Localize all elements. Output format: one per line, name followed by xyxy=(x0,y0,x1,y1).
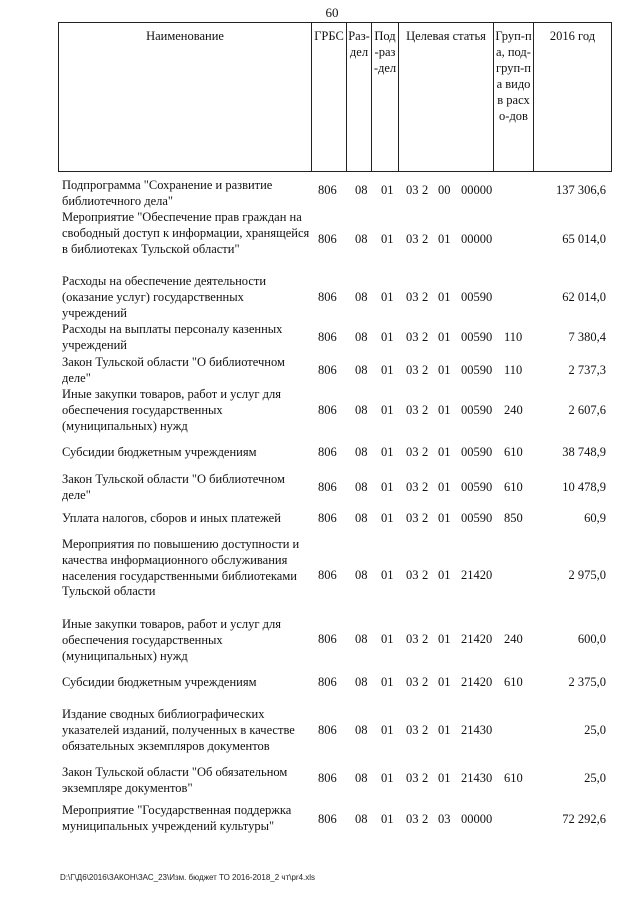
row-name: Подпрограмма "Сохранение и развитие библиотечного дела" xyxy=(62,178,273,208)
row-target-program: 03 xyxy=(406,330,419,344)
row-razdel: 08 xyxy=(355,675,368,689)
row-podrazdel: 01 xyxy=(381,403,394,417)
row-name: Субсидии бюджетным учреждениям xyxy=(62,445,257,459)
row-target-program: 03 xyxy=(406,445,419,459)
row-target-event: 01 xyxy=(438,363,451,377)
row-target-program: 03 xyxy=(406,403,419,417)
row-amount: 60,9 xyxy=(584,511,606,525)
row-target-subprogram: 2 xyxy=(422,723,429,737)
row-name: Мероприятия по повышению доступности и качества информационного обслуживания населения государственными библиотеками Тульской области xyxy=(62,537,300,599)
header-razdel: Раз-дел xyxy=(347,23,372,171)
row-target-program: 03 xyxy=(406,363,419,377)
row-name: Закон Тульской области "О библиотечном деле" xyxy=(62,472,285,502)
row-podrazdel: 01 xyxy=(381,330,394,344)
row-target-event: 01 xyxy=(438,290,451,304)
row-podrazdel: 01 xyxy=(381,511,394,525)
row-target-direction: 00590 xyxy=(461,330,493,344)
row-grbs: 806 xyxy=(318,183,337,197)
row-target-event: 01 xyxy=(438,232,451,246)
row-target-event: 01 xyxy=(438,480,451,494)
row-name: Уплата налогов, сборов и иных платежей xyxy=(62,511,281,525)
row-razdel: 08 xyxy=(355,330,368,344)
row-vid: 240 xyxy=(504,403,523,417)
row-target-program: 03 xyxy=(406,568,419,582)
row-amount: 137 306,6 xyxy=(556,183,606,197)
row-name: Закон Тульской области "О библиотечном деле" xyxy=(62,355,285,385)
row-grbs: 806 xyxy=(318,568,337,582)
row-grbs: 806 xyxy=(318,480,337,494)
row-vid: 110 xyxy=(504,330,523,344)
row-name: Расходы на обеспечение деятельности (оказание услуг) государственных учреждений xyxy=(62,274,267,320)
row-target-direction: 00000 xyxy=(461,232,493,246)
file-path-footer: D:\Г\Д6\2016\ЗАКОН\ЗАС_23\Изм. бюджет ТО 2016-2018_2 чт\pr4.xls xyxy=(60,873,316,882)
row-vid: 610 xyxy=(504,445,523,459)
row-name: Субсидии бюджетным учреждениям xyxy=(62,675,257,689)
row-razdel: 08 xyxy=(355,445,368,459)
row-target-program: 03 xyxy=(406,675,419,689)
row-target-event: 01 xyxy=(438,723,451,737)
row-target-direction: 21420 xyxy=(461,632,493,646)
row-amount: 25,0 xyxy=(584,771,606,785)
row-target-event: 01 xyxy=(438,675,451,689)
row-target-subprogram: 2 xyxy=(422,480,429,494)
row-amount: 72 292,6 xyxy=(562,812,606,826)
row-target-subprogram: 2 xyxy=(422,771,429,785)
row-target-program: 03 xyxy=(406,723,419,737)
row-podrazdel: 01 xyxy=(381,232,394,246)
row-vid: 610 xyxy=(504,771,523,785)
row-razdel: 08 xyxy=(355,723,368,737)
row-name: Мероприятие "Обеспечение прав граждан на свободный доступ к информации, хранящейся в библиотеках Тульской области" xyxy=(62,210,310,256)
row-grbs: 806 xyxy=(318,363,337,377)
row-target-direction: 00000 xyxy=(461,812,493,826)
row-razdel: 08 xyxy=(355,363,368,377)
header-target: Целевая статья xyxy=(399,23,494,171)
row-razdel: 08 xyxy=(355,771,368,785)
row-target-direction: 00590 xyxy=(461,403,493,417)
row-grbs: 806 xyxy=(318,812,337,826)
row-target-subprogram: 2 xyxy=(422,568,429,582)
row-target-program: 03 xyxy=(406,771,419,785)
header-year: 2016 год xyxy=(549,29,596,43)
row-amount: 2 975,0 xyxy=(568,568,606,582)
row-grbs: 806 xyxy=(318,330,337,344)
row-razdel: 08 xyxy=(355,511,368,525)
row-target-subprogram: 2 xyxy=(422,330,429,344)
row-vid: 610 xyxy=(504,480,523,494)
row-grbs: 806 xyxy=(318,723,337,737)
row-amount: 38 748,9 xyxy=(562,445,606,459)
row-target-direction: 00590 xyxy=(461,290,493,304)
row-target-program: 03 xyxy=(406,183,419,197)
row-podrazdel: 01 xyxy=(381,480,394,494)
row-vid: 850 xyxy=(504,511,523,525)
row-target-event: 01 xyxy=(438,330,451,344)
row-name: Иные закупки товаров, работ и услуг для обеспечения государственных (муниципальных) нужд xyxy=(62,617,282,663)
row-razdel: 08 xyxy=(355,632,368,646)
row-amount: 2 607,6 xyxy=(568,403,606,417)
row-target-subprogram: 2 xyxy=(422,183,429,197)
row-amount: 2 737,3 xyxy=(568,363,606,377)
row-name: Иные закупки товаров, работ и услуг для обеспечения государственных (муниципальных) нужд xyxy=(62,387,282,433)
row-amount: 65 014,0 xyxy=(562,232,606,246)
row-target-event: 00 xyxy=(438,183,451,197)
row-target-subprogram: 2 xyxy=(422,632,429,646)
row-target-event: 01 xyxy=(438,632,451,646)
row-razdel: 08 xyxy=(355,290,368,304)
row-target-subprogram: 2 xyxy=(422,403,429,417)
row-target-subprogram: 2 xyxy=(422,232,429,246)
row-podrazdel: 01 xyxy=(381,812,394,826)
row-razdel: 08 xyxy=(355,812,368,826)
header-grbs: ГРБС xyxy=(312,23,347,171)
row-target-subprogram: 2 xyxy=(422,290,429,304)
row-razdel: 08 xyxy=(355,568,368,582)
row-podrazdel: 01 xyxy=(381,771,394,785)
row-grbs: 806 xyxy=(318,771,337,785)
row-target-subprogram: 2 xyxy=(422,445,429,459)
row-name: Расходы на выплаты персоналу казенных учреждений xyxy=(62,322,283,352)
row-grbs: 806 xyxy=(318,232,337,246)
row-razdel: 08 xyxy=(355,232,368,246)
row-podrazdel: 01 xyxy=(381,723,394,737)
row-podrazdel: 01 xyxy=(381,632,394,646)
row-target-program: 03 xyxy=(406,290,419,304)
row-grbs: 806 xyxy=(318,511,337,525)
row-target-event: 01 xyxy=(438,771,451,785)
header-podrazdel: Под-раз-дел xyxy=(372,23,399,171)
row-amount: 600,0 xyxy=(577,632,606,646)
row-target-subprogram: 2 xyxy=(422,675,429,689)
row-amount: 10 478,9 xyxy=(562,480,606,494)
row-razdel: 08 xyxy=(355,480,368,494)
row-amount: 62 014,0 xyxy=(562,290,606,304)
row-name: Издание сводных библиографических указателей изданий, полученных в качестве обязательных экземпляров документов xyxy=(62,707,295,753)
row-vid: 110 xyxy=(504,363,523,377)
row-grbs: 806 xyxy=(318,632,337,646)
header-name: Наименование xyxy=(59,23,312,171)
row-target-direction: 21430 xyxy=(461,771,493,785)
row-target-program: 03 xyxy=(406,232,419,246)
row-target-program: 03 xyxy=(406,632,419,646)
row-target-event: 03 xyxy=(438,812,451,826)
row-name: Мероприятие "Государственная поддержка муниципальных учреждений культуры" xyxy=(62,803,292,833)
row-podrazdel: 01 xyxy=(381,568,394,582)
row-target-event: 01 xyxy=(438,445,451,459)
row-target-subprogram: 2 xyxy=(422,363,429,377)
row-target-event: 01 xyxy=(438,511,451,525)
row-podrazdel: 01 xyxy=(381,445,394,459)
row-target-direction: 21420 xyxy=(461,568,493,582)
row-razdel: 08 xyxy=(355,183,368,197)
row-target-direction: 00590 xyxy=(461,511,493,525)
row-vid: 610 xyxy=(504,675,523,689)
row-grbs: 806 xyxy=(318,675,337,689)
row-target-program: 03 xyxy=(406,480,419,494)
row-razdel: 08 xyxy=(355,403,368,417)
row-target-program: 03 xyxy=(406,812,419,826)
row-vid: 240 xyxy=(504,632,523,646)
row-target-subprogram: 2 xyxy=(422,511,429,525)
row-amount: 25,0 xyxy=(584,723,606,737)
row-amount: 7 380,4 xyxy=(568,330,606,344)
row-target-subprogram: 2 xyxy=(422,812,429,826)
row-target-direction: 21420 xyxy=(461,675,493,689)
row-name: Закон Тульской области "Об обязательном экземпляре документов" xyxy=(62,765,288,795)
page-number: 60 xyxy=(325,5,339,20)
row-target-event: 01 xyxy=(438,403,451,417)
row-podrazdel: 01 xyxy=(381,675,394,689)
row-target-program: 03 xyxy=(406,511,419,525)
header-vid: Груп-па, под-груп-па видов расхо-дов xyxy=(494,23,534,171)
row-target-event: 01 xyxy=(438,568,451,582)
row-podrazdel: 01 xyxy=(381,363,394,377)
row-amount: 2 375,0 xyxy=(568,675,606,689)
row-grbs: 806 xyxy=(318,445,337,459)
row-grbs: 806 xyxy=(318,403,337,417)
row-podrazdel: 01 xyxy=(381,183,394,197)
row-podrazdel: 01 xyxy=(381,290,394,304)
row-target-direction: 00000 xyxy=(461,183,493,197)
row-grbs: 806 xyxy=(318,290,337,304)
row-target-direction: 00590 xyxy=(461,480,493,494)
row-target-direction: 21430 xyxy=(461,723,493,737)
row-target-direction: 00590 xyxy=(461,445,493,459)
row-target-direction: 00590 xyxy=(461,363,493,377)
